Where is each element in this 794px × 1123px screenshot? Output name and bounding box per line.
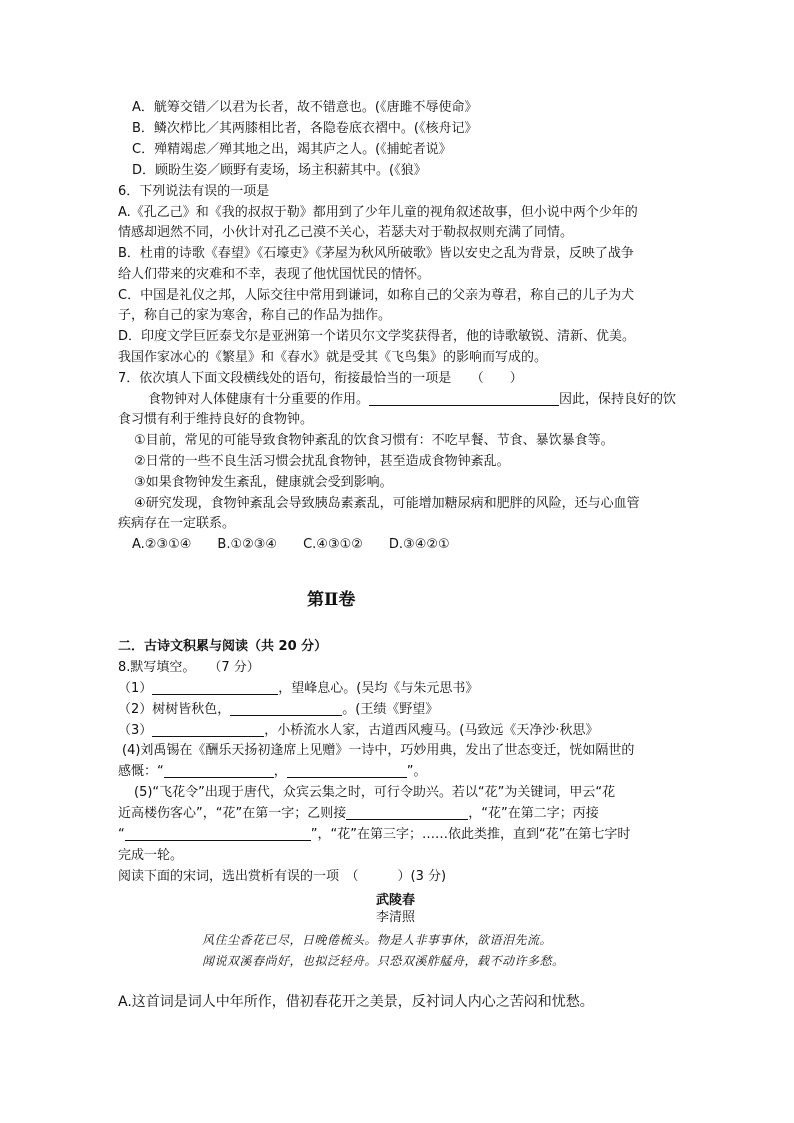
q8-stem: 8.默写填空。 （7 分） — [118, 660, 260, 675]
q7-passage-text-a: 食物钟对人体健康有十分重要的作用。 — [148, 392, 370, 407]
q8-item-2-blank[interactable] — [230, 701, 342, 716]
q8-item-4-blank-1[interactable] — [164, 763, 274, 778]
poem-line-2: 闻说双溪春尚好，也拟泛轻舟。只恐双溪舴艋舟，载不动许多愁。 — [202, 954, 565, 968]
q6-option-a-line2: 情感却迥然不同，小伙计对孔乙己漠不关心，若瑟夫对于勒叔叔则充满了同情。 — [118, 225, 574, 240]
q8-item-4-comma: ， — [273, 764, 287, 779]
q8-item-5-line3 — [118, 826, 630, 844]
q8-item-3-text: ，小桥流水人家，古道西风瘦马。(马致远《天净沙·秋思》 — [264, 723, 599, 738]
q5-option-d: D．顾盼生姿／顾野有麦场，场主积薪其中。(《狼》 — [132, 163, 427, 178]
q8-item-3 — [118, 722, 599, 740]
q8-item-1 — [118, 680, 478, 698]
q6-stem: 6．下列说法有误的一项是 — [118, 184, 270, 199]
q8-item-5-text-c: “ — [118, 827, 125, 842]
q6-option-b-line1: B．杜甫的诗歌《春望》《石壕吏》《茅屋为秋风所破歌》皆以安史之乱为背景，反映了战争 — [118, 246, 634, 261]
q7-passage-text-b: 因此，保持良好的饮 — [559, 392, 677, 407]
q5-option-b: B．鳞次栉比／其两膝相比者，各隐卷底衣褶中。(《核舟记》 — [132, 121, 478, 136]
q8-item-5-line2 — [118, 805, 599, 823]
q8-item-1-text: ，望峰息心。(吴均《与朱元思书》 — [278, 681, 479, 696]
section-2-heading: 二．古诗文积累与阅读（共 20 分） — [118, 639, 328, 654]
q8-item-5-line4: 完成一轮。 — [118, 848, 184, 863]
q6-option-a-line1: A.《孔乙己》和《我的叔叔于勒》都用到了少年儿童的视角叙述故事，但小说中两个少年的 — [118, 205, 638, 220]
q8-item-4-text-a: 感慨：“ — [118, 764, 164, 779]
poem-title: 武陵春 — [376, 893, 416, 908]
q8-item-5-text-a: 近高楼伤客心”，“花”在第一字；乙则接 — [118, 806, 347, 821]
volume-title: 第Ⅱ卷 — [307, 590, 356, 610]
q8-item-5-text-d: ”，“花”在第三字；……依此类推，直到“花”在第七字时 — [310, 827, 631, 842]
q6-option-b-line2: 给人们带来的灾难和不幸，表现了他忧国忧民的情怀。 — [118, 267, 431, 282]
q7-answer-blank[interactable] — [369, 391, 559, 406]
q7-passage-line2: 食习惯有利于维持良好的食物钟。 — [118, 412, 314, 427]
q6-option-c-line2: 子，称自己的家为寒舍，称自己的作品为拙作。 — [118, 308, 392, 323]
q8-item-3-blank[interactable] — [152, 722, 264, 737]
q8-item-4-text-c: ”。 — [406, 764, 427, 779]
q7-options: A.②③①④ B.①②③④ C.④③①② D.③④②① — [132, 537, 450, 552]
q7-sentence-4-line2: 疾病存在一定联系。 — [118, 516, 236, 531]
q7-sentence-1: ①目前，常见的可能导致食物钟紊乱的饮食习惯有：不吃早餐、节食、暴饮暴食等。 — [134, 433, 614, 448]
q8-item-3-number: （3） — [118, 723, 153, 738]
q8-item-4-blank-2[interactable] — [287, 763, 407, 778]
q8-item-5-blank-2[interactable] — [125, 826, 311, 841]
q8-item-2-text-b: 。(王绩《野望》 — [342, 702, 439, 717]
q7-sentence-4-line1: ④研究发现，食物钟紊乱会导致胰岛素紊乱，可能增加糖尿病和肥胖的风险，还与心血管 — [134, 496, 640, 511]
q8-item-4-line1: (4)刘禹锡在《酬乐天扬初逢席上见赠》一诗中，巧妙用典，发出了世态变迁，恍如隔世的 — [122, 743, 635, 758]
q9-stem: 阅读下面的宋词，选出赏析有误的一项 （ ）(3 分) — [118, 869, 447, 884]
q8-item-5-line1: (5)“飞花令”出现于唐代，众宾云集之时，可行令助兴。若以“花”为关键词，甲云“花 — [134, 785, 616, 800]
q6-option-c-line1: C．中国是礼仪之邦，人际交往中常用到谦词，如称自己的父亲为尊君，称自己的儿子为犬 — [118, 288, 635, 303]
poem-line-1: 风住尘香花已尽，日晚倦梳头。物是人非事事休，欲语泪先流。 — [202, 933, 553, 947]
q7-stem: 7．依次填人下面文段横线处的语句，衔接最恰当的一项是 （ ） — [118, 371, 523, 386]
q6-option-d-line1: D．印度文学巨匠泰戈尔是亚洲第一个诺贝尔文学奖获得者，他的诗歌敏锐、清新、优美。 — [118, 329, 636, 344]
q5-option-a: A．觥筹交错／以君为长者，故不错意也。(《唐雎不辱使命》 — [132, 100, 478, 115]
q6-option-d-line2: 我国作家冰心的《繁星》和《春水》就是受其《飞鸟集》的影响而写成的。 — [118, 350, 548, 365]
q8-item-5-text-b: ，“花”在第二字；丙接 — [468, 806, 599, 821]
q8-item-1-blank[interactable] — [152, 680, 278, 695]
q9-option-a: A.这首词是词人中年所作，借初春花开之美景，反衬词人内心之苦闷和忧愁。 — [118, 994, 594, 1010]
q8-item-2-text-a: （2）树树皆秋色， — [118, 702, 231, 717]
poem-author: 李清照 — [376, 910, 416, 925]
q8-item-1-number: （1） — [118, 681, 153, 696]
q7-passage-line1 — [148, 391, 676, 409]
q5-option-c: C．殚精竭虑／殚其地之出，竭其庐之人。(《捕蛇者说》 — [132, 142, 452, 157]
q8-item-4-line2 — [118, 763, 427, 781]
q7-sentence-3: ③如果食物钟发生紊乱，健康就会受到影响。 — [134, 475, 393, 490]
q7-sentence-2: ②日常的一些不良生活习惯会扰乱食物钟，甚至造成食物钟紊乱。 — [134, 454, 510, 469]
q8-item-5-blank-1[interactable] — [346, 805, 468, 820]
q8-item-2 — [118, 701, 438, 719]
